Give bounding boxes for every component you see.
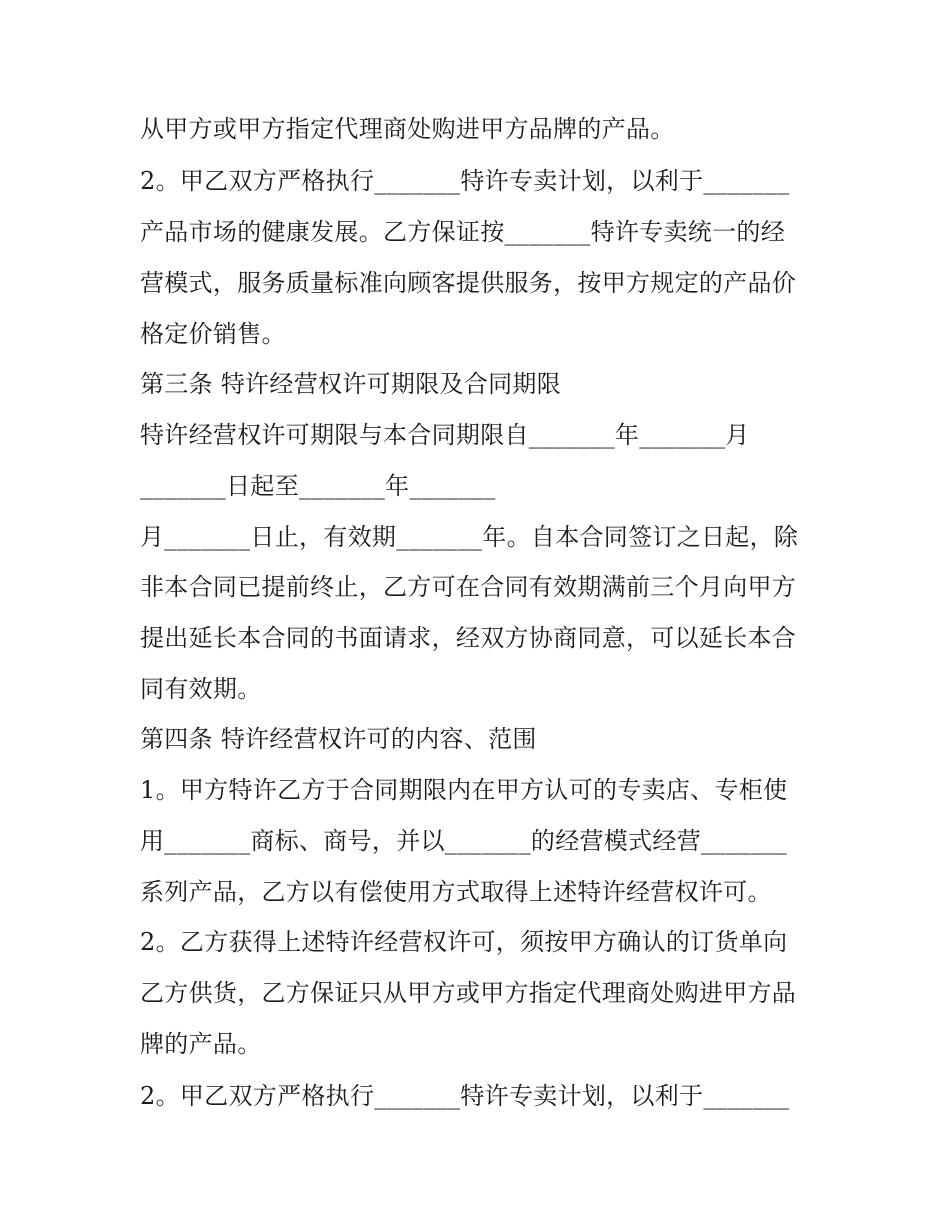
text-line: _______日起至_______年_______ bbox=[140, 472, 496, 500]
text-line: 1。甲方特许乙方于合同期限内在甲方认可的专卖店、专柜使 bbox=[140, 776, 788, 804]
text-line: 2。甲乙双方严格执行_______特许专卖计划，以利于_______ bbox=[140, 1082, 790, 1110]
text-line: 特许经营权许可期限与本合同期限自_______年_______月 bbox=[140, 421, 750, 449]
text-line: 系列产品，乙方以有偿使用方式取得上述特许经营权许可。 bbox=[140, 878, 772, 906]
section-heading: 第四条 特许经营权许可的内容、范围 bbox=[140, 725, 537, 753]
text-line: 乙方供货，乙方保证只从甲方或甲方指定代理商处购进甲方品 bbox=[140, 979, 797, 1007]
text-line: 非本合同已提前终止，乙方可在合同有效期满前三个月向甲方 bbox=[140, 573, 797, 601]
text-line: 2。甲乙双方严格执行_______特许专卖计划，以利于_______ bbox=[140, 167, 790, 195]
text-line: 提出延长本合同的书面请求，经双方协商同意，可以延长本合 bbox=[140, 624, 797, 652]
section-heading: 第三条 特许经营权许可期限及合同期限 bbox=[140, 370, 562, 398]
text-line: 月_______日止，有效期_______年。自本合同签订之日起，除 bbox=[140, 523, 799, 551]
text-line: 同有效期。 bbox=[140, 675, 262, 703]
text-line: 牌的产品。 bbox=[140, 1030, 262, 1058]
text-line: 2。乙方获得上述特许经营权许可，须按甲方确认的订货单向 bbox=[140, 928, 788, 956]
text-line: 格定价销售。 bbox=[140, 320, 286, 348]
text-line: 营模式，服务质量标准向顾客提供服务，按甲方规定的产品价 bbox=[140, 269, 797, 297]
text-line: 用_______商标、商号，并以_______的经营模式经营_______ bbox=[140, 827, 788, 855]
text-line: 从甲方或甲方指定代理商处购进甲方品牌的产品。 bbox=[140, 115, 675, 143]
text-line: 产品市场的健康发展。乙方保证按_______特许专卖统一的经 bbox=[140, 218, 785, 246]
